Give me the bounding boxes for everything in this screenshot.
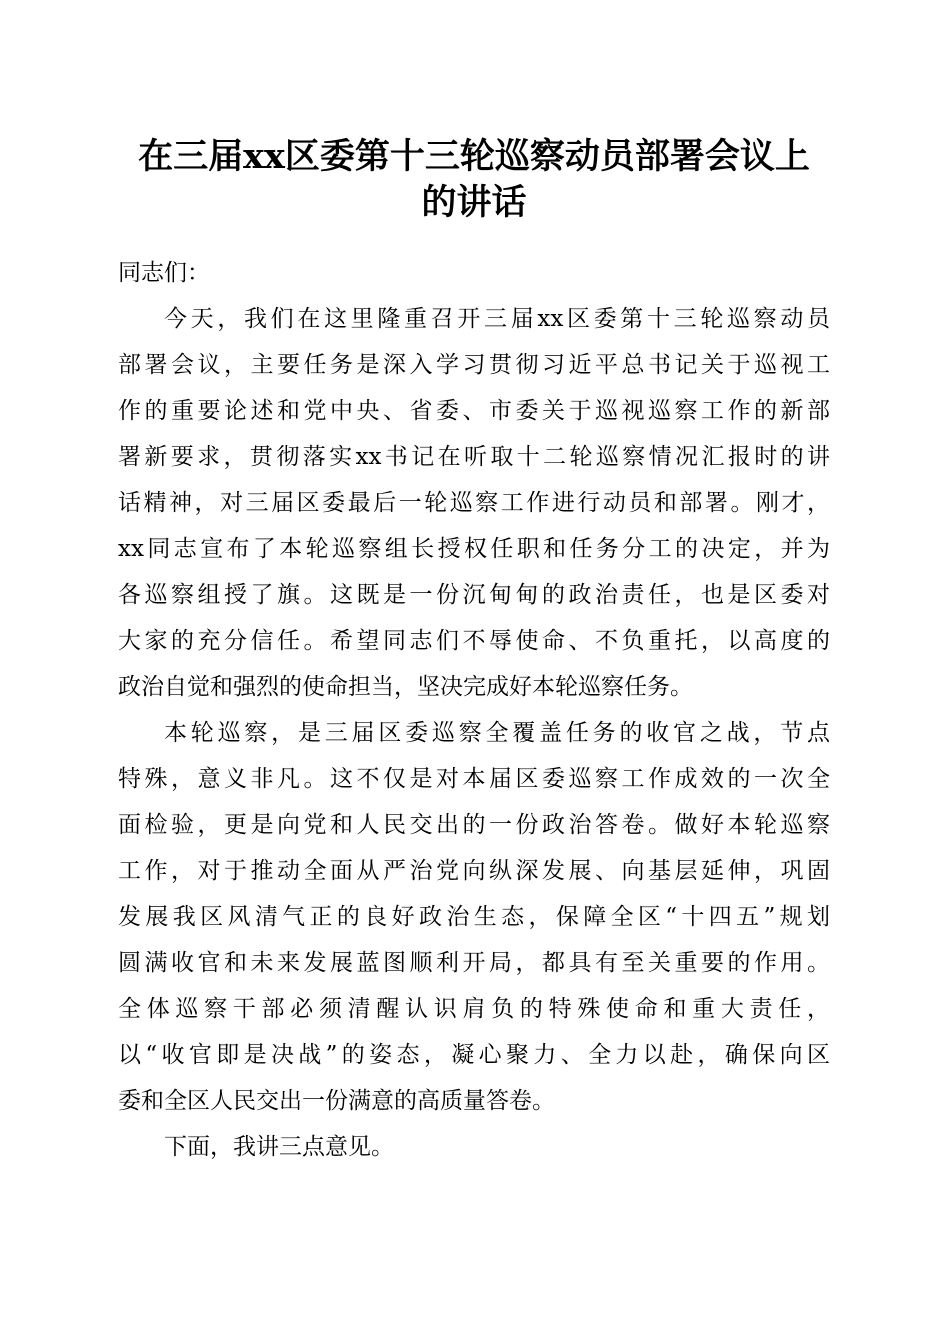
- document-title: [118, 134, 830, 226]
- text-line: 作的重要论述和党中央、省委、市委关于巡视巡察工作的新部: [118, 398, 830, 424]
- text-line: 话精神，对三届区委最后一轮巡察工作进行动员和部署。刚才，: [118, 490, 830, 516]
- title-line-1: 在三届xx区委第十三轮巡察动员部署会议上: [138, 136, 810, 177]
- text-line: 特殊，意义非凡。这不仅是对本届区委巡察工作成效的一次全: [118, 766, 830, 792]
- title-line-2: 的讲话: [421, 182, 527, 223]
- text-line: 发展我区风清气正的良好政治生态，保障全区“十四五”规划: [118, 904, 830, 930]
- document-body: [118, 250, 830, 1170]
- text-line: xx同志宣布了本轮巡察组长授权任职和任务分工的决定，并为: [118, 536, 830, 562]
- text-line: 工作，对于推动全面从严治党向纵深发展、向基层延伸，巩固: [118, 858, 830, 884]
- text-line: 全体巡察干部必须清醒认识肩负的特殊使命和重大责任，: [118, 996, 830, 1022]
- text-line: 各巡察组授了旗。这既是一份沉甸甸的政治责任，也是区委对: [118, 582, 830, 608]
- text-line: 面检验，更是向党和人民交出的一份政治答卷。做好本轮巡察: [118, 812, 830, 838]
- text-line: 圆满收官和未来发展蓝图顺利开局，都具有至关重要的作用。: [118, 950, 830, 976]
- paragraph-3: [118, 1124, 830, 1170]
- text-line: 部署会议，主要任务是深入学习贯彻习近平总书记关于巡视工: [118, 352, 830, 378]
- text-line: 本轮巡察，是三届区委巡察全覆盖任务的收官之战，节点: [164, 720, 830, 746]
- text-line: 署新要求，贯彻落实xx书记在听取十二轮巡察情况汇报时的讲: [118, 444, 830, 470]
- text-line: 下面，我讲三点意见。: [164, 1134, 394, 1160]
- text-line: 委和全区人民交出一份满意的高质量答卷。: [118, 1088, 555, 1114]
- paragraph-1: [118, 296, 830, 710]
- text-line: 政治自觉和强烈的使命担当，坚决完成好本轮巡察任务。: [118, 674, 693, 700]
- text-line: 大家的充分信任。希望同志们不辱使命、不负重托，以高度的: [118, 628, 830, 654]
- salutation: 同志们：: [118, 260, 210, 286]
- text-line: 以“收官即是决战”的姿态，凝心聚力、全力以赴，确保向区: [118, 1042, 830, 1068]
- paragraph-2: [118, 710, 830, 1124]
- text-line: 今天，我们在这里隆重召开三届xx区委第十三轮巡察动员: [164, 306, 830, 332]
